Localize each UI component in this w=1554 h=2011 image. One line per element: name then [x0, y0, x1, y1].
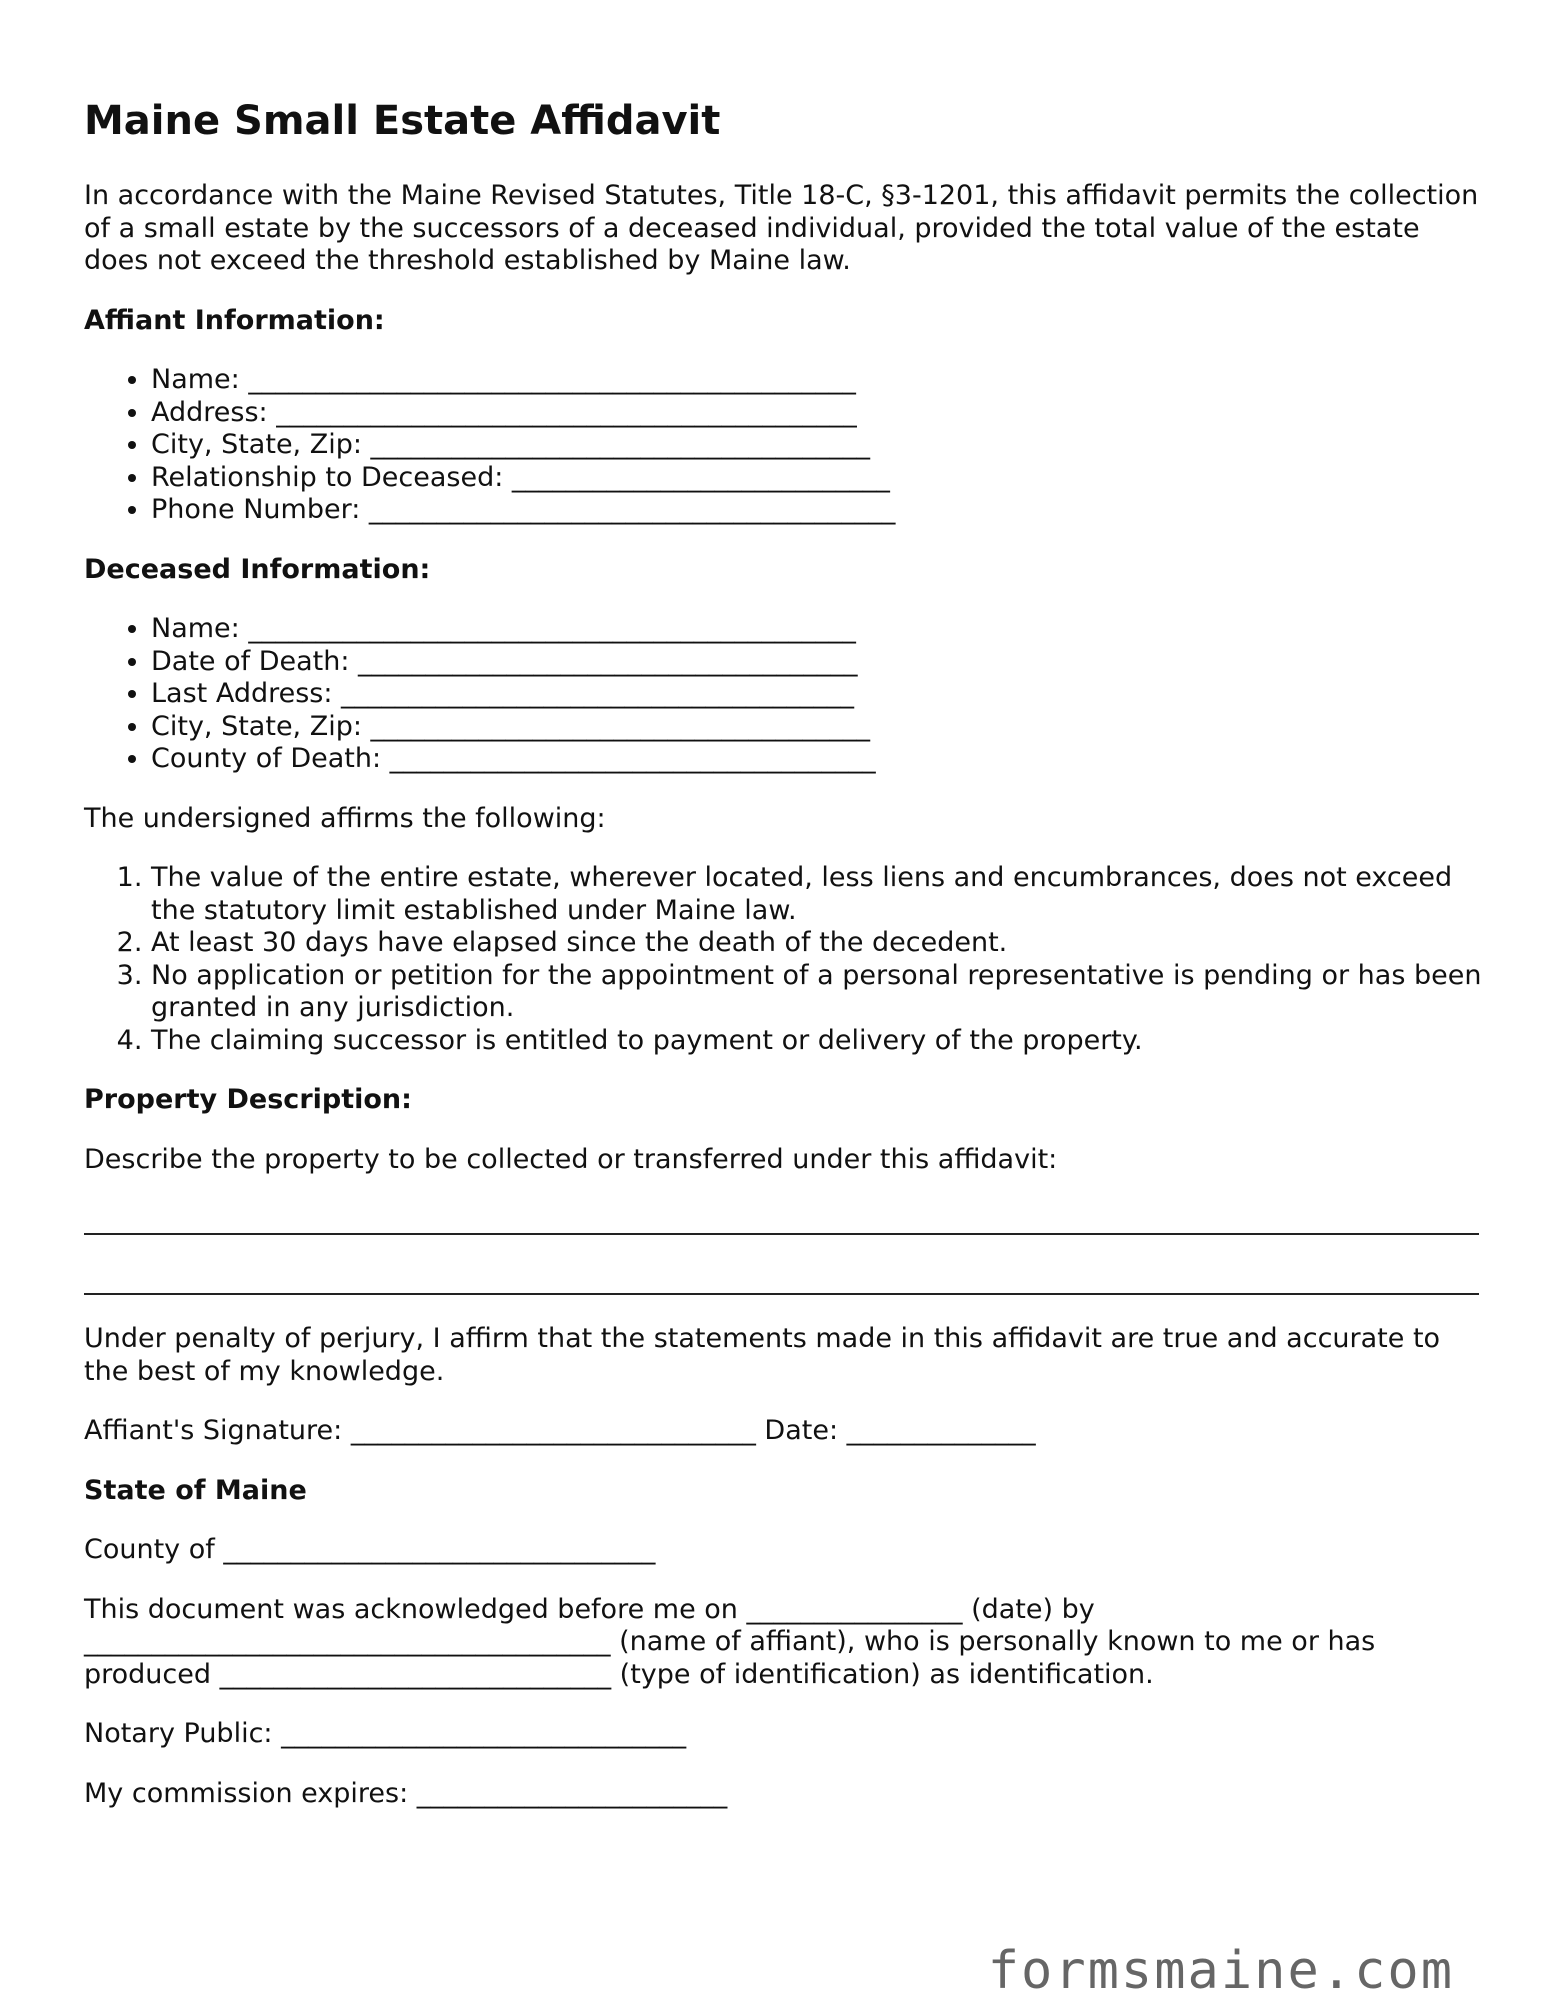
deceased-name-field[interactable]: • Name: _____________________________________________: [151, 613, 1484, 646]
affiant-fields-list: [84, 364, 1484, 527]
document-title: Maine Small Estate Affidavit: [84, 98, 721, 144]
acknowledgment-paragraph[interactable]: This document was acknowledged before me on ________________ (date) by _______________________________________ (name of affiant), who is personally known to me or has produced _____________________________ (type of identification) as identification.: [84, 1593, 1376, 1690]
watermark: formsmaine.com: [987, 1940, 1454, 2001]
county-line[interactable]: County of ________________________________: [84, 1534, 656, 1565]
deceased-city-state-zip-field[interactable]: • City, State, Zip: _____________________________________: [151, 711, 1484, 744]
affirmation-item: 2. At least 30 days have elapsed since the death of the decedent.: [151, 927, 1484, 960]
affiant-heading: Affiant Information:: [84, 304, 385, 336]
affirms-intro: The undersigned affirms the following:: [84, 802, 606, 834]
affirmation-item: 1. The value of the entire estate, wherever located, less liens and encumbrances, does not exceed the statutory limit established under Maine law.: [151, 862, 1484, 927]
affiant-relationship-field[interactable]: • Relationship to Deceased: ____________________________: [151, 462, 1484, 495]
affiant-city-state-zip-field[interactable]: • City, State, Zip: _____________________________________: [151, 429, 1484, 462]
property-prompt: Describe the property to be collected or transferred under this affidavit:: [84, 1143, 1058, 1175]
affiant-signature-line[interactable]: Affiant's Signature: ______________________________ Date: ______________: [84, 1415, 1036, 1446]
affirmation-item: 3. No application or petition for the appointment of a personal representative is pending or has been granted in any jurisdiction.: [151, 960, 1484, 1025]
deceased-date-of-death-field[interactable]: • Date of Death: _____________________________________: [151, 646, 1484, 679]
state-heading: State of Maine: [84, 1474, 307, 1506]
notary-public-line[interactable]: Notary Public: ______________________________: [84, 1718, 687, 1749]
commission-expires-line[interactable]: My commission expires: _______________________: [84, 1777, 728, 1809]
property-description-line[interactable]: [84, 1203, 1479, 1235]
affirmations-list: [84, 862, 1484, 1057]
affirmation-item: 4. The claiming successor is entitled to payment or delivery of the property.: [151, 1025, 1484, 1058]
deceased-last-address-field[interactable]: • Last Address: ______________________________________: [151, 678, 1484, 711]
affiant-phone-field[interactable]: • Phone Number: _______________________________________: [151, 494, 1484, 527]
property-description-line[interactable]: [84, 1263, 1479, 1295]
document-page: [84, 96, 1484, 1837]
property-heading: Property Description:: [84, 1084, 412, 1115]
affiant-name-field[interactable]: • Name: _____________________________________________: [151, 364, 1484, 397]
intro-paragraph: In accordance with the Maine Revised Statutes, Title 18-C, §3-1201, this affidavit permits the collection of a small estate by the successors of a deceased individual, provided the total value of the estate does not exceed the threshold established by Maine law.: [84, 180, 1479, 276]
deceased-heading: Deceased Information:: [84, 553, 431, 585]
deceased-county-field[interactable]: • County of Death: ____________________________________: [151, 743, 1484, 776]
perjury-statement: Under penalty of perjury, I affirm that the statements made in this affidavit are true and accurate to the best of my knowledge.: [84, 1323, 1441, 1387]
affiant-address-field[interactable]: • Address: ___________________________________________: [151, 397, 1484, 430]
deceased-fields-list: [84, 613, 1484, 776]
